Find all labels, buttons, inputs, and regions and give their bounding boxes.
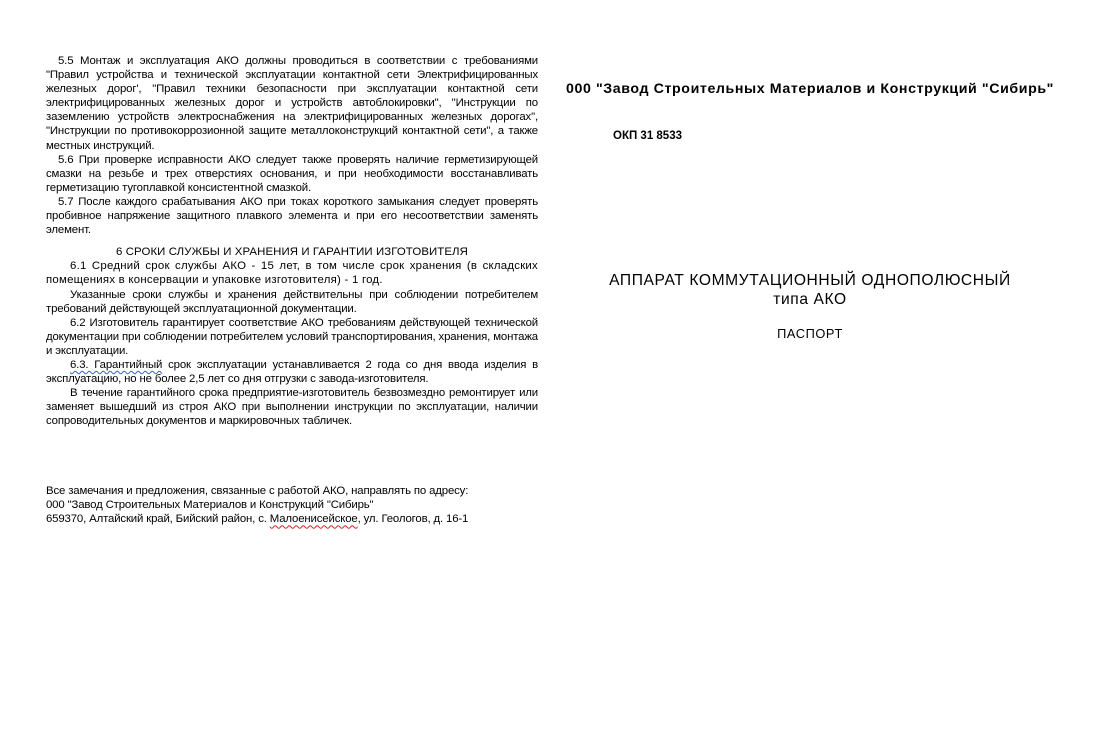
address-start: 659370, Алтайский край, Бийский район, с. xyxy=(46,513,270,526)
contact-block xyxy=(46,484,546,527)
left-page xyxy=(46,54,538,428)
paragraph-6-1: 6.1 Средний срок службы АКО - 15 лет, в том числе срок хранения (в складских помещениях в консервации и упаковке изготовителя) - 1 год. xyxy=(46,260,538,287)
paragraph-5-7: 5.7 После каждого срабатывания АКО при токах короткого замыкания следует проверять пробивное напряжение защитного плавкого элемента и при его несоответствии заменять элемент. xyxy=(46,195,538,237)
address-end: , ул. Геологов, д. 16-1 xyxy=(357,513,469,526)
paragraph-6-3-number: 6.3. Гарантийный xyxy=(70,358,163,371)
company-title: 000 "Завод Строительных Материалов и Конструкций "Сибирь" xyxy=(565,81,1055,97)
contact-line-1: Все замечания и предложения, связанные с работой АКО, направлять по адресу: xyxy=(46,485,469,497)
paragraph-6-2: 6.2 Изготовитель гарантирует соответствие АКО требованиям действующей технической документации при соблюдении потребителем условий транспортирования, хранения, монтажа и эксплуатации. xyxy=(46,316,538,357)
paragraph-5-5: 5.5 Монтаж и эксплуатация АКО должны проводиться в соответствии с требованиями "Правил устройства и технической эксплуатации контактной сети Электрифицированных железных дорог', "Правил техники безопасности при эксплуатации контактной сети электрифицированных железных дорог и устройств автоблокировки", "Инструкции по заземлению устройств электроснабжения на электрифицированных железных дорогах", "Инструкции по противокоррозионной защите металлоконструкций контактной сети", а также местных инструкций. xyxy=(46,55,538,152)
device-title-line-2: типа АКО xyxy=(773,290,847,308)
paragraph-6-3-text: срок эксплуатации устанавливается 2 года со дня ввода изделия в эксплуатацию, но не более 2,5 лет со дня отгрузки с завода-изготовителя. xyxy=(46,358,538,386)
paragraph-5-6: 5.6 При проверке исправности АКО следует также проверять наличие герметизирующей смазки на резьбе и трех отверстиях основания, и при необходимости восстанавливать герметизацию тугоплавкой консистентной смазкой. xyxy=(46,153,538,194)
passport-label: ПАСПОРТ xyxy=(777,326,843,341)
contact-line-3 xyxy=(46,512,546,526)
address-village: Малоенисейское xyxy=(269,513,358,526)
device-title-line-1: АППАРАТ КОММУТАЦИОННЫЙ ОДНОПОЛЮСНЫЙ xyxy=(609,272,1011,289)
okp-code: ОКП 31 8533 xyxy=(613,130,682,142)
section-6-heading: 6 СРОКИ СЛУЖБЫ И ХРАНЕНИЯ И ГАРАНТИИ ИЗГОТОВИТЕЛЯ xyxy=(116,246,468,259)
paragraph-6-3-note: В течение гарантийного срока предприятие-изготовитель безвозмездно ремонтирует или заменяет вышедший из строя АКО при выполнении инструкции по эксплуатации, наличии сопроводительных документов и маркировочных табличек. xyxy=(46,387,538,428)
contact-line-2: 000 "Завод Строительных Материалов и Конструкций "Сибирь" xyxy=(46,499,374,512)
device-title xyxy=(560,272,1060,309)
paragraph-6-3 xyxy=(46,358,538,386)
paragraph-6-1-note: Указанные сроки службы и хранения действительны при соблюдении потребителем требований действующей эксплуатационной документации. xyxy=(46,288,538,315)
